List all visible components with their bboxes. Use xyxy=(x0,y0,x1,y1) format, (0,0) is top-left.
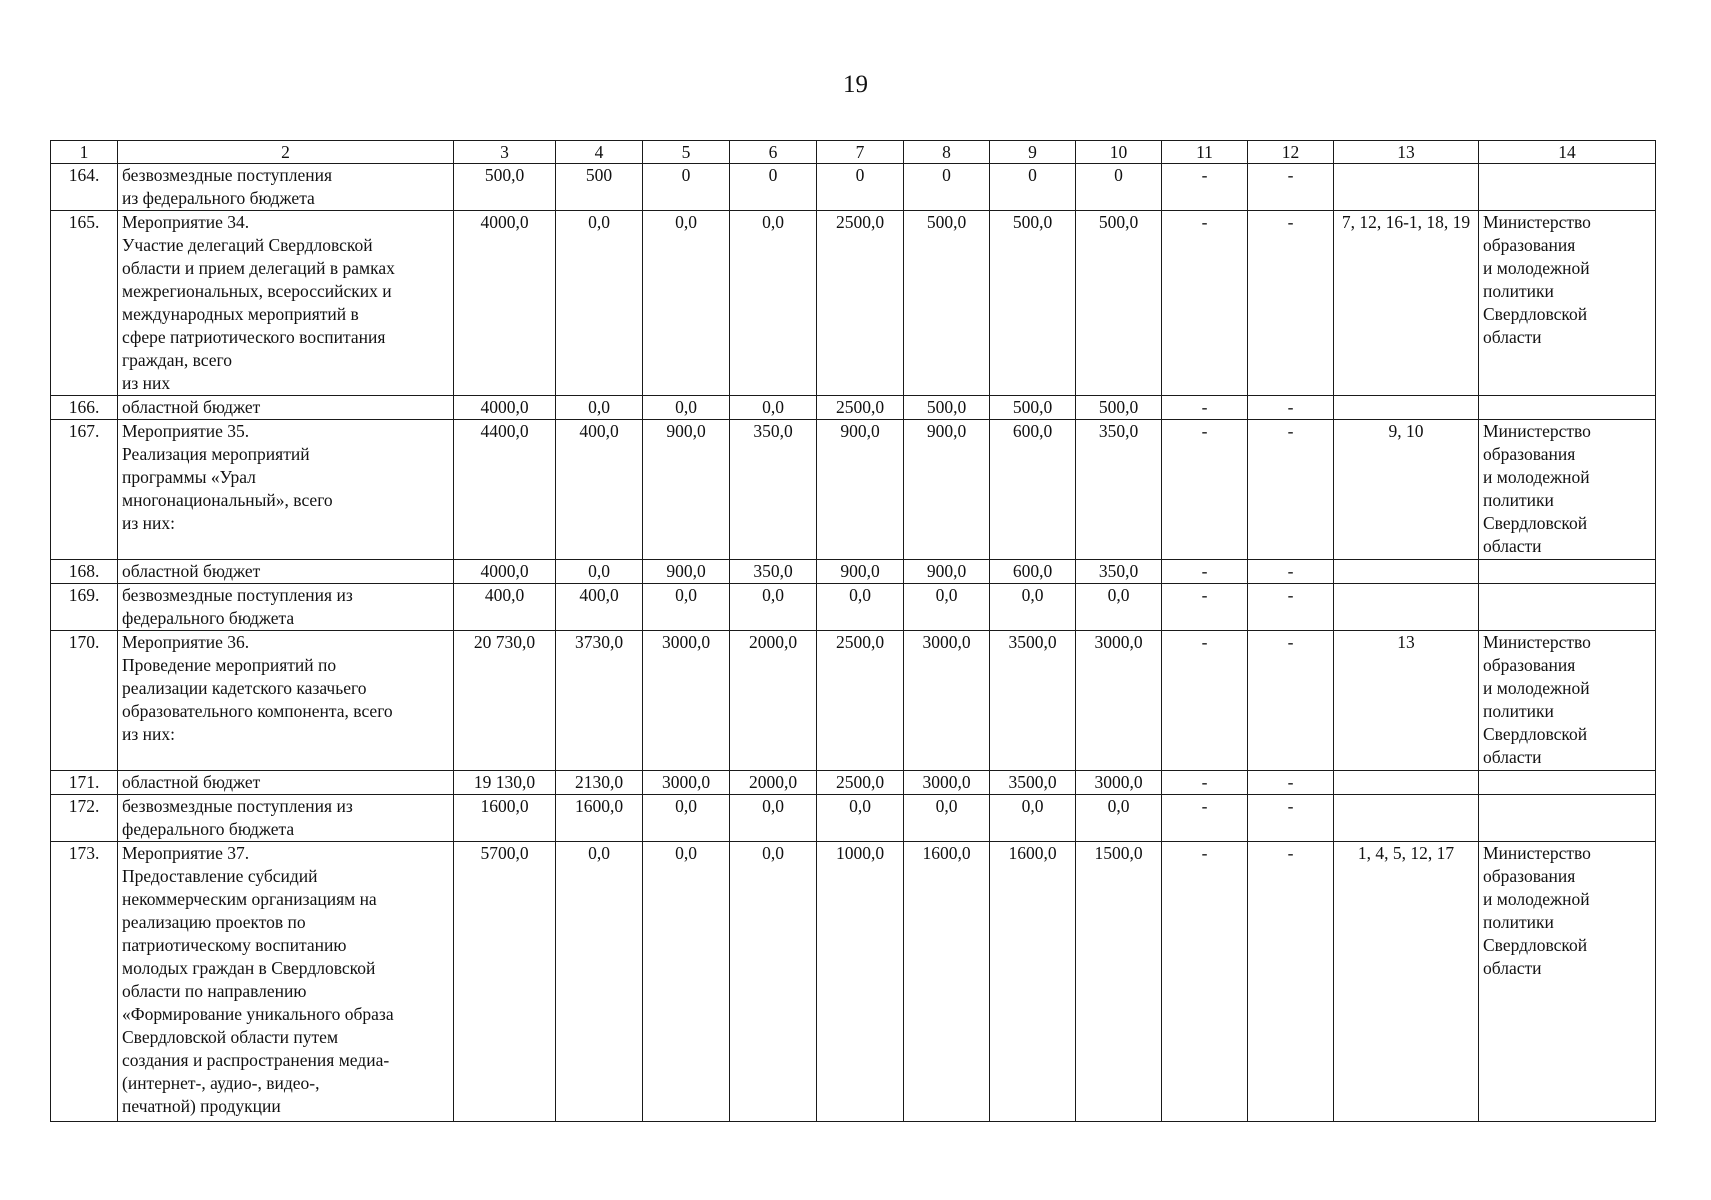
value-cell: 0,0 xyxy=(730,584,817,631)
item-name-line: создания и распространения медиа- xyxy=(122,1050,390,1070)
table-row xyxy=(51,584,1656,631)
column-header: 6 xyxy=(730,141,817,164)
value-cell: 2000,0 xyxy=(730,631,817,771)
organization-line: области xyxy=(1483,747,1542,767)
organization-line: Министерство xyxy=(1483,212,1591,232)
row-number: 169. xyxy=(51,584,118,631)
value-cell: 400,0 xyxy=(454,584,556,631)
item-name-line: из них: xyxy=(122,724,175,744)
item-name-line: сфере патриотического воспитания xyxy=(122,327,386,347)
organization-line: и молодежной xyxy=(1483,678,1590,698)
organization-line: политики xyxy=(1483,281,1554,301)
value-cell: 500,0 xyxy=(990,211,1076,396)
value-cell: - xyxy=(1162,771,1248,795)
value-cell: 0,0 xyxy=(730,842,817,1122)
column-header: 14 xyxy=(1479,141,1656,164)
row-number: 171. xyxy=(51,771,118,795)
value-cell: 4400,0 xyxy=(454,420,556,560)
value-cell: 400,0 xyxy=(556,420,643,560)
organization-line: Министерство xyxy=(1483,843,1591,863)
value-cell: 0 xyxy=(643,164,730,211)
organization-line: политики xyxy=(1483,701,1554,721)
organization-line: Свердловской xyxy=(1483,304,1588,324)
value-cell: 0,0 xyxy=(730,396,817,420)
item-name xyxy=(118,584,454,631)
organization-line: образования xyxy=(1483,866,1576,886)
value-cell: 2500,0 xyxy=(817,771,904,795)
item-name-line: федерального бюджета xyxy=(122,819,295,839)
item-name xyxy=(118,842,454,1122)
value-cell: 0,0 xyxy=(817,795,904,842)
header-row xyxy=(51,141,1656,164)
value-cell: - xyxy=(1162,211,1248,396)
column-header: 8 xyxy=(904,141,990,164)
item-name-line: Мероприятие 37. xyxy=(122,843,250,863)
item-name-line: безвозмездные поступления xyxy=(122,165,333,185)
value-cell: 0,0 xyxy=(990,795,1076,842)
item-name-line: области по направлению xyxy=(122,981,307,1001)
table-row xyxy=(51,420,1656,560)
table-row xyxy=(51,560,1656,584)
item-name xyxy=(118,164,454,211)
value-cell: - xyxy=(1248,631,1334,771)
value-cell: 0,0 xyxy=(1076,584,1162,631)
value-cell: - xyxy=(1162,396,1248,420)
item-name-line: печатной) продукции xyxy=(122,1096,281,1116)
value-cell: 1500,0 xyxy=(1076,842,1162,1122)
value-cell: - xyxy=(1248,420,1334,560)
column-header: 10 xyxy=(1076,141,1162,164)
column-header: 12 xyxy=(1248,141,1334,164)
value-cell: 900,0 xyxy=(817,420,904,560)
value-cell: 0,0 xyxy=(556,211,643,396)
value-cell: 0,0 xyxy=(556,842,643,1122)
organization-line: области xyxy=(1483,327,1542,347)
value-cell: 0,0 xyxy=(643,842,730,1122)
row-number: 172. xyxy=(51,795,118,842)
table-row xyxy=(51,211,1656,396)
item-name-line: из федерального бюджета xyxy=(122,188,315,208)
organization-line: Свердловской xyxy=(1483,724,1588,744)
item-name xyxy=(118,560,454,584)
responsible-organization xyxy=(1479,396,1656,420)
item-name-line: граждан, всего xyxy=(122,350,232,370)
organization-line: образования xyxy=(1483,655,1576,675)
value-cell: - xyxy=(1162,795,1248,842)
item-name-line: безвозмездные поступления из xyxy=(122,796,353,816)
column-header: 13 xyxy=(1334,141,1479,164)
organization-line: области xyxy=(1483,536,1542,556)
value-cell: 0,0 xyxy=(730,795,817,842)
value-cell: 0,0 xyxy=(990,584,1076,631)
item-name-line: Предоставление субсидий xyxy=(122,866,318,886)
responsible-organization xyxy=(1479,842,1656,1122)
value-cell: 500,0 xyxy=(454,164,556,211)
item-name-line: Свердловской области путем xyxy=(122,1027,339,1047)
target-indicators xyxy=(1334,795,1479,842)
value-cell: 350,0 xyxy=(730,560,817,584)
organization-line: Министерство xyxy=(1483,421,1591,441)
page-number: 19 xyxy=(843,71,868,98)
value-cell: 0,0 xyxy=(556,560,643,584)
value-cell: 3000,0 xyxy=(643,771,730,795)
value-cell: - xyxy=(1248,584,1334,631)
value-cell: 2500,0 xyxy=(817,211,904,396)
value-cell: 0,0 xyxy=(904,584,990,631)
item-name-line: областной бюджет xyxy=(122,772,261,792)
value-cell: 2500,0 xyxy=(817,631,904,771)
value-cell: 500,0 xyxy=(904,396,990,420)
value-cell: 0 xyxy=(730,164,817,211)
value-cell: 900,0 xyxy=(643,560,730,584)
item-name xyxy=(118,420,454,560)
table-row xyxy=(51,771,1656,795)
responsible-organization xyxy=(1479,631,1656,771)
value-cell: - xyxy=(1248,795,1334,842)
value-cell: 350,0 xyxy=(1076,420,1162,560)
item-name-line: межрегиональных, всероссийских и xyxy=(122,281,392,301)
value-cell: 900,0 xyxy=(817,560,904,584)
table-row xyxy=(51,631,1656,771)
organization-line: и молодежной xyxy=(1483,889,1590,909)
item-name-line: областной бюджет xyxy=(122,397,261,417)
value-cell: - xyxy=(1162,584,1248,631)
value-cell: - xyxy=(1162,842,1248,1122)
item-name-line: некоммерческим организациям на xyxy=(122,889,377,909)
value-cell: 500,0 xyxy=(1076,396,1162,420)
value-cell: - xyxy=(1248,842,1334,1122)
value-cell: 3000,0 xyxy=(1076,771,1162,795)
item-name-line: Мероприятие 36. xyxy=(122,632,250,652)
row-number: 166. xyxy=(51,396,118,420)
item-name-line: из них: xyxy=(122,513,175,533)
value-cell: 3730,0 xyxy=(556,631,643,771)
value-cell: 19 130,0 xyxy=(454,771,556,795)
item-name-line: международных мероприятий в xyxy=(122,304,359,324)
item-name-line: Проведение мероприятий по xyxy=(122,655,337,675)
item-name xyxy=(118,771,454,795)
item-name-line: безвозмездные поступления из xyxy=(122,585,353,605)
column-header: 7 xyxy=(817,141,904,164)
row-number: 173. xyxy=(51,842,118,1122)
value-cell: 600,0 xyxy=(990,560,1076,584)
row-number: 165. xyxy=(51,211,118,396)
value-cell: - xyxy=(1248,560,1334,584)
responsible-organization xyxy=(1479,211,1656,396)
value-cell: 3500,0 xyxy=(990,771,1076,795)
target-indicators: 13 xyxy=(1334,631,1479,771)
responsible-organization xyxy=(1479,164,1656,211)
column-header: 9 xyxy=(990,141,1076,164)
value-cell: 500,0 xyxy=(904,211,990,396)
value-cell: - xyxy=(1248,164,1334,211)
program-table xyxy=(50,140,1656,1122)
value-cell: 5700,0 xyxy=(454,842,556,1122)
value-cell: 0,0 xyxy=(643,396,730,420)
target-indicators xyxy=(1334,771,1479,795)
value-cell: 20 730,0 xyxy=(454,631,556,771)
value-cell: 400,0 xyxy=(556,584,643,631)
item-name-line: областной бюджет xyxy=(122,561,261,581)
value-cell: 1600,0 xyxy=(454,795,556,842)
value-cell: 3500,0 xyxy=(990,631,1076,771)
table-row xyxy=(51,164,1656,211)
organization-line: и молодежной xyxy=(1483,467,1590,487)
item-name-line: реализации кадетского казачьего xyxy=(122,678,367,698)
item-name-line: образовательного компонента, всего xyxy=(122,701,393,721)
value-cell: - xyxy=(1248,771,1334,795)
value-cell: 0,0 xyxy=(643,584,730,631)
value-cell: 1600,0 xyxy=(990,842,1076,1122)
column-header: 1 xyxy=(51,141,118,164)
value-cell: 3000,0 xyxy=(904,631,990,771)
value-cell: - xyxy=(1248,211,1334,396)
item-name-line: Мероприятие 34. xyxy=(122,212,250,232)
value-cell: - xyxy=(1162,560,1248,584)
organization-line: Свердловской xyxy=(1483,935,1588,955)
target-indicators xyxy=(1334,164,1479,211)
value-cell: 1600,0 xyxy=(904,842,990,1122)
column-header: 5 xyxy=(643,141,730,164)
value-cell: 0,0 xyxy=(730,211,817,396)
item-name-line: Мероприятие 35. xyxy=(122,421,250,441)
row-number: 170. xyxy=(51,631,118,771)
item-name-line: Реализация мероприятий xyxy=(122,444,310,464)
item-name-line: реализацию проектов по xyxy=(122,912,306,932)
organization-line: Свердловской xyxy=(1483,513,1588,533)
item-name-line: многонациональный», всего xyxy=(122,490,333,510)
value-cell: 500,0 xyxy=(1076,211,1162,396)
item-name-line: «Формирование уникального образа xyxy=(122,1004,394,1024)
value-cell: - xyxy=(1248,396,1334,420)
row-number: 167. xyxy=(51,420,118,560)
table-row xyxy=(51,842,1656,1122)
target-indicators: 9, 10 xyxy=(1334,420,1479,560)
responsible-organization xyxy=(1479,771,1656,795)
item-name xyxy=(118,795,454,842)
value-cell: 500 xyxy=(556,164,643,211)
value-cell: 3000,0 xyxy=(904,771,990,795)
organization-line: области xyxy=(1483,958,1542,978)
value-cell: 0 xyxy=(990,164,1076,211)
target-indicators: 7, 12, 16-1, 18, 19 xyxy=(1334,211,1479,396)
value-cell: 1600,0 xyxy=(556,795,643,842)
value-cell: - xyxy=(1162,631,1248,771)
item-name-line: (интернет-, аудио-, видео-, xyxy=(122,1073,320,1093)
value-cell: 0,0 xyxy=(1076,795,1162,842)
value-cell: 2000,0 xyxy=(730,771,817,795)
value-cell: 0,0 xyxy=(556,396,643,420)
organization-line: образования xyxy=(1483,444,1576,464)
value-cell: 900,0 xyxy=(904,420,990,560)
table-row xyxy=(51,795,1656,842)
item-name-line: области и прием делегаций в рамках xyxy=(122,258,395,278)
column-header: 2 xyxy=(118,141,454,164)
responsible-organization xyxy=(1479,420,1656,560)
target-indicators xyxy=(1334,584,1479,631)
item-name-line: молодых граждан в Свердловской xyxy=(122,958,376,978)
column-header: 3 xyxy=(454,141,556,164)
value-cell: 900,0 xyxy=(904,560,990,584)
value-cell: 0 xyxy=(904,164,990,211)
item-name-line: федерального бюджета xyxy=(122,608,295,628)
value-cell: 900,0 xyxy=(643,420,730,560)
item-name-line: из них xyxy=(122,373,171,393)
value-cell: 0,0 xyxy=(904,795,990,842)
value-cell: 0 xyxy=(1076,164,1162,211)
organization-line: образования xyxy=(1483,235,1576,255)
value-cell: 0 xyxy=(817,164,904,211)
target-indicators xyxy=(1334,396,1479,420)
value-cell: 4000,0 xyxy=(454,560,556,584)
organization-line: и молодежной xyxy=(1483,258,1590,278)
column-header: 4 xyxy=(556,141,643,164)
responsible-organization xyxy=(1479,560,1656,584)
item-name xyxy=(118,396,454,420)
value-cell: 350,0 xyxy=(730,420,817,560)
value-cell: 0,0 xyxy=(643,211,730,396)
column-header: 11 xyxy=(1162,141,1248,164)
value-cell: - xyxy=(1162,420,1248,560)
value-cell: 600,0 xyxy=(990,420,1076,560)
organization-line: Министерство xyxy=(1483,632,1591,652)
organization-line: политики xyxy=(1483,490,1554,510)
table-row xyxy=(51,396,1656,420)
row-number: 164. xyxy=(51,164,118,211)
item-name xyxy=(118,631,454,771)
organization-line: политики xyxy=(1483,912,1554,932)
responsible-organization xyxy=(1479,584,1656,631)
item-name xyxy=(118,211,454,396)
table-body xyxy=(51,164,1656,1122)
value-cell: 2130,0 xyxy=(556,771,643,795)
target-indicators: 1, 4, 5, 12, 17 xyxy=(1334,842,1479,1122)
value-cell: 3000,0 xyxy=(643,631,730,771)
value-cell: 0,0 xyxy=(817,584,904,631)
value-cell: 4000,0 xyxy=(454,211,556,396)
value-cell: 3000,0 xyxy=(1076,631,1162,771)
value-cell: - xyxy=(1162,164,1248,211)
item-name-line: патриотическому воспитанию xyxy=(122,935,347,955)
value-cell: 500,0 xyxy=(990,396,1076,420)
value-cell: 0,0 xyxy=(643,795,730,842)
value-cell: 1000,0 xyxy=(817,842,904,1122)
responsible-organization xyxy=(1479,795,1656,842)
value-cell: 2500,0 xyxy=(817,396,904,420)
item-name-line: программы «Урал xyxy=(122,467,256,487)
target-indicators xyxy=(1334,560,1479,584)
row-number: 168. xyxy=(51,560,118,584)
value-cell: 4000,0 xyxy=(454,396,556,420)
item-name-line: Участие делегаций Свердловской xyxy=(122,235,373,255)
value-cell: 350,0 xyxy=(1076,560,1162,584)
